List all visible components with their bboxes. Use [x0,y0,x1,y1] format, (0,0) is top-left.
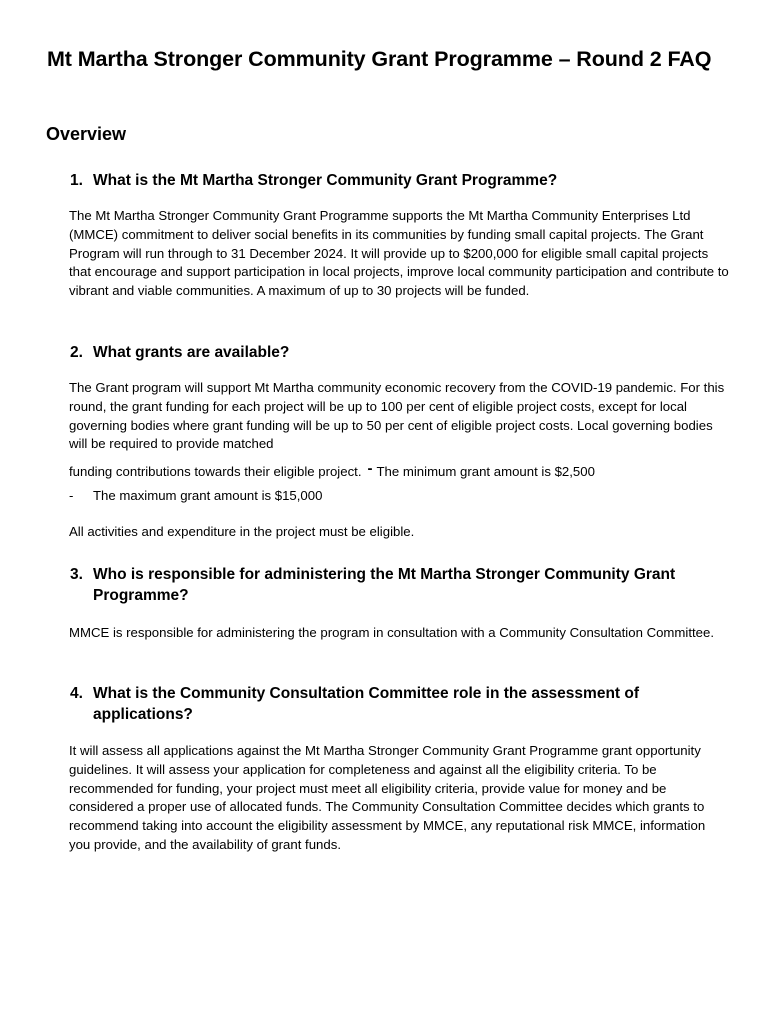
document-title: Mt Martha Stronger Community Grant Programme – Round 2 FAQ [47,47,712,71]
question-4-answer: It will assess all applications against the Mt Martha Stronger Community Grant Programme grant opportunity guidelines. It will assess your application for completeness and against all the eligibility criteria. To be recommended for funding, your project must meet all eligibility criteria, provide value for money and be considered a proper use of allocated funds. The Community Consultation Committee decides which grants to recommend taking into account the eligibility assessment by MMCE, any reputational risk MMCE, information you provide, and the availability of grant funds. [69,743,706,852]
question-3-number: 3. [70,566,83,583]
question-4-text: What is the Community Consultation Committee role in the assessment of applications? [93,685,640,723]
question-2-answer-last-text: funding contributions towards their eligible project. [69,464,362,479]
question-3-answer: MMCE is responsible for administering the program in consultation with a Community Consultation Committee. [69,625,714,640]
question-3-heading [70,564,730,606]
question-1-answer: The Mt Martha Stronger Community Grant Programme supports the Mt Martha Community Enterprises Ltd (MMCE) commitment to deliver social benefits in its communities by funding small capital projects. The Grant Program will run through to 31 December 2024. It will provide up to $200,000 for eligible small capital projects that encourage and support participation in local projects, improve local community participation and contribute to vibrant and viable communities. A maximum of up to 30 projects will be funded. [69,208,729,299]
bullet-item-minimum-grant: The minimum grant amount is $2,500 [376,464,595,479]
question-4-heading [70,683,730,725]
question-1-number: 1. [70,172,83,189]
question-2-number: 2. [70,344,83,361]
section-heading-overview: Overview [46,124,127,144]
question-1-heading [70,170,730,191]
question-3-text: Who is responsible for administering the Mt Martha Stronger Community Grant Programme? [93,566,676,604]
question-2-closing: All activities and expenditure in the project must be eligible. [69,524,415,539]
question-1-text: What is the Mt Martha Stronger Community Grant Programme? [93,172,558,189]
bullet-dash: - [367,460,373,477]
bullet-item-maximum-grant: The maximum grant amount is $15,000 [93,488,323,503]
question-2-answer: The Grant program will support Mt Martha community economic recovery from the COVID-19 pandemic. For this round, the grant funding for each project will be up to 100 per cent of eligible project costs, except for local governing bodies where grant funding will be up to 50 per cent of eligible project costs. Local governing bodies will be required to provide matched [69,380,725,452]
question-2-answer-last-line [69,460,729,481]
bullet-dash: - [69,488,74,503]
bullet-item-maximum [69,487,729,505]
question-4-number: 4. [70,685,83,702]
question-2-heading [70,342,730,363]
question-2-text: What grants are available? [93,344,290,361]
